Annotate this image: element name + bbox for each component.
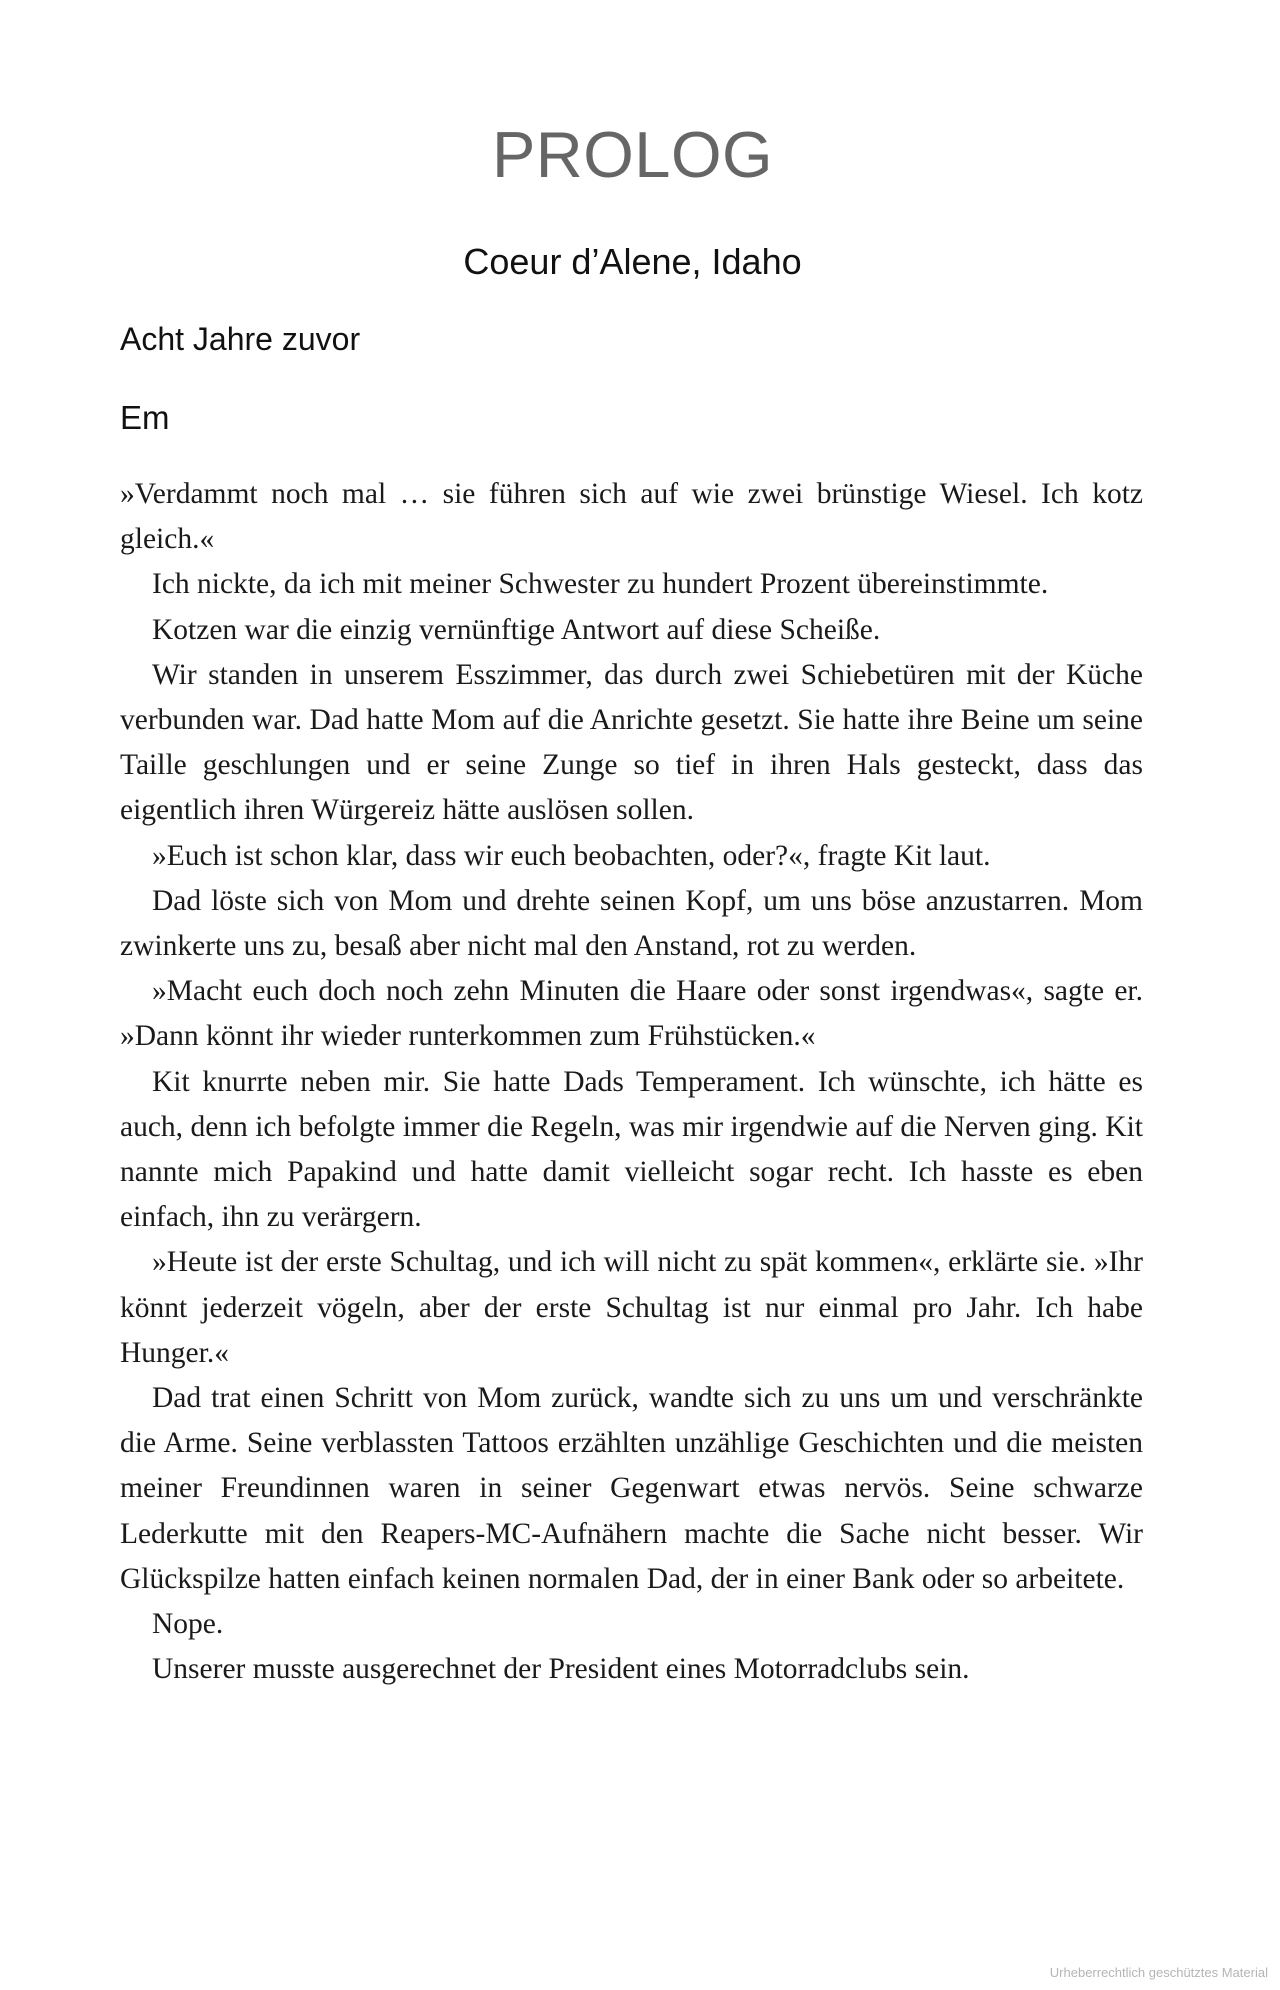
paragraph: »Euch ist schon klar, dass wir euch beobachten, oder?«, fragte Kit laut. <box>152 839 991 872</box>
paragraph: Dad löste sich von Mom und drehte seinen Kopf, um uns böse anzustarren. Mom zwinkerte uns zu, besaß aber nicht mal den Anstand, rot zu werden. <box>120 884 1143 963</box>
paragraph: Dad trat einen Schritt von Mom zurück, wandte sich zu uns um und verschränkte die Arme. Seine verblassten Tattoos erzählten unzählige Geschichten und die meisten meiner Freundinnen waren in seiner Gegenwart etwas nervös. Seine schwarze Lederkutte mit den Reapers-MC-Aufnähern machte die Sache nicht besser. Wir Glückspilze hatten einfach keinen normalen Dad, der in einer Bank oder so arbeitete. <box>120 1382 1143 1595</box>
time-heading: Acht Jahre zuvor <box>120 321 361 357</box>
paragraph: »Macht euch doch noch zehn Minuten die Haare oder sonst irgendwas«, sagte er. »Dann könnt ihr wieder runterkommen zum Frühstücken.« <box>120 975 1143 1053</box>
location-heading: Coeur d’Alene, Idaho <box>463 241 802 282</box>
paragraph: Nope. <box>152 1608 224 1641</box>
copyright-watermark: Urheberrechtlich geschütztes Material <box>1049 1965 1268 1980</box>
paragraph: Ich nickte, da ich mit meiner Schwester zu hundert Prozent übereinstimmte. <box>152 568 1049 601</box>
paragraph: »Verdammt noch mal … sie führen sich auf wie zwei brünstige Wiesel. Ich kotz gleich.« <box>120 478 1143 556</box>
pov-heading: Em <box>120 399 170 436</box>
paragraph: Unserer musste ausgerechnet der President eines Motorradclubs sein. <box>152 1653 970 1686</box>
chapter-body <box>120 472 1143 1692</box>
paragraph: Wir standen in unserem Esszimmer, das durch zwei Schiebetüren mit der Küche verbunden war. Dad hatte Mom auf die Anrichte gesetzt. Sie hatte ihre Beine um seine Taille geschlungen und er seine Zunge so tief in ihren Hals gesteckt, dass das eigentlich ihren Würgereiz hätte auslösen sollen. <box>120 658 1143 827</box>
paragraph: »Heute ist der erste Schultag, und ich will nicht zu spät kommen«, erklärte sie. »Ihr könnt jederzeit vögeln, aber der erste Schultag ist nur einmal pro Jahr. Ich habe Hunger.« <box>120 1246 1143 1369</box>
paragraph: Kit knurrte neben mir. Sie hatte Dads Temperament. Ich wünschte, ich hätte es auch, denn ich befolgte immer die Regeln, was mir irgendwie auf die Nerven ging. Kit nannte mich Papakind und hatte damit vielleicht sogar recht. Ich hasste es eben einfach, ihn zu verärgern. <box>120 1065 1143 1234</box>
chapter-title: PROLOG <box>491 118 774 191</box>
paragraph: Kotzen war die einzig vernünftige Antwort auf diese Scheiße. <box>152 613 881 646</box>
